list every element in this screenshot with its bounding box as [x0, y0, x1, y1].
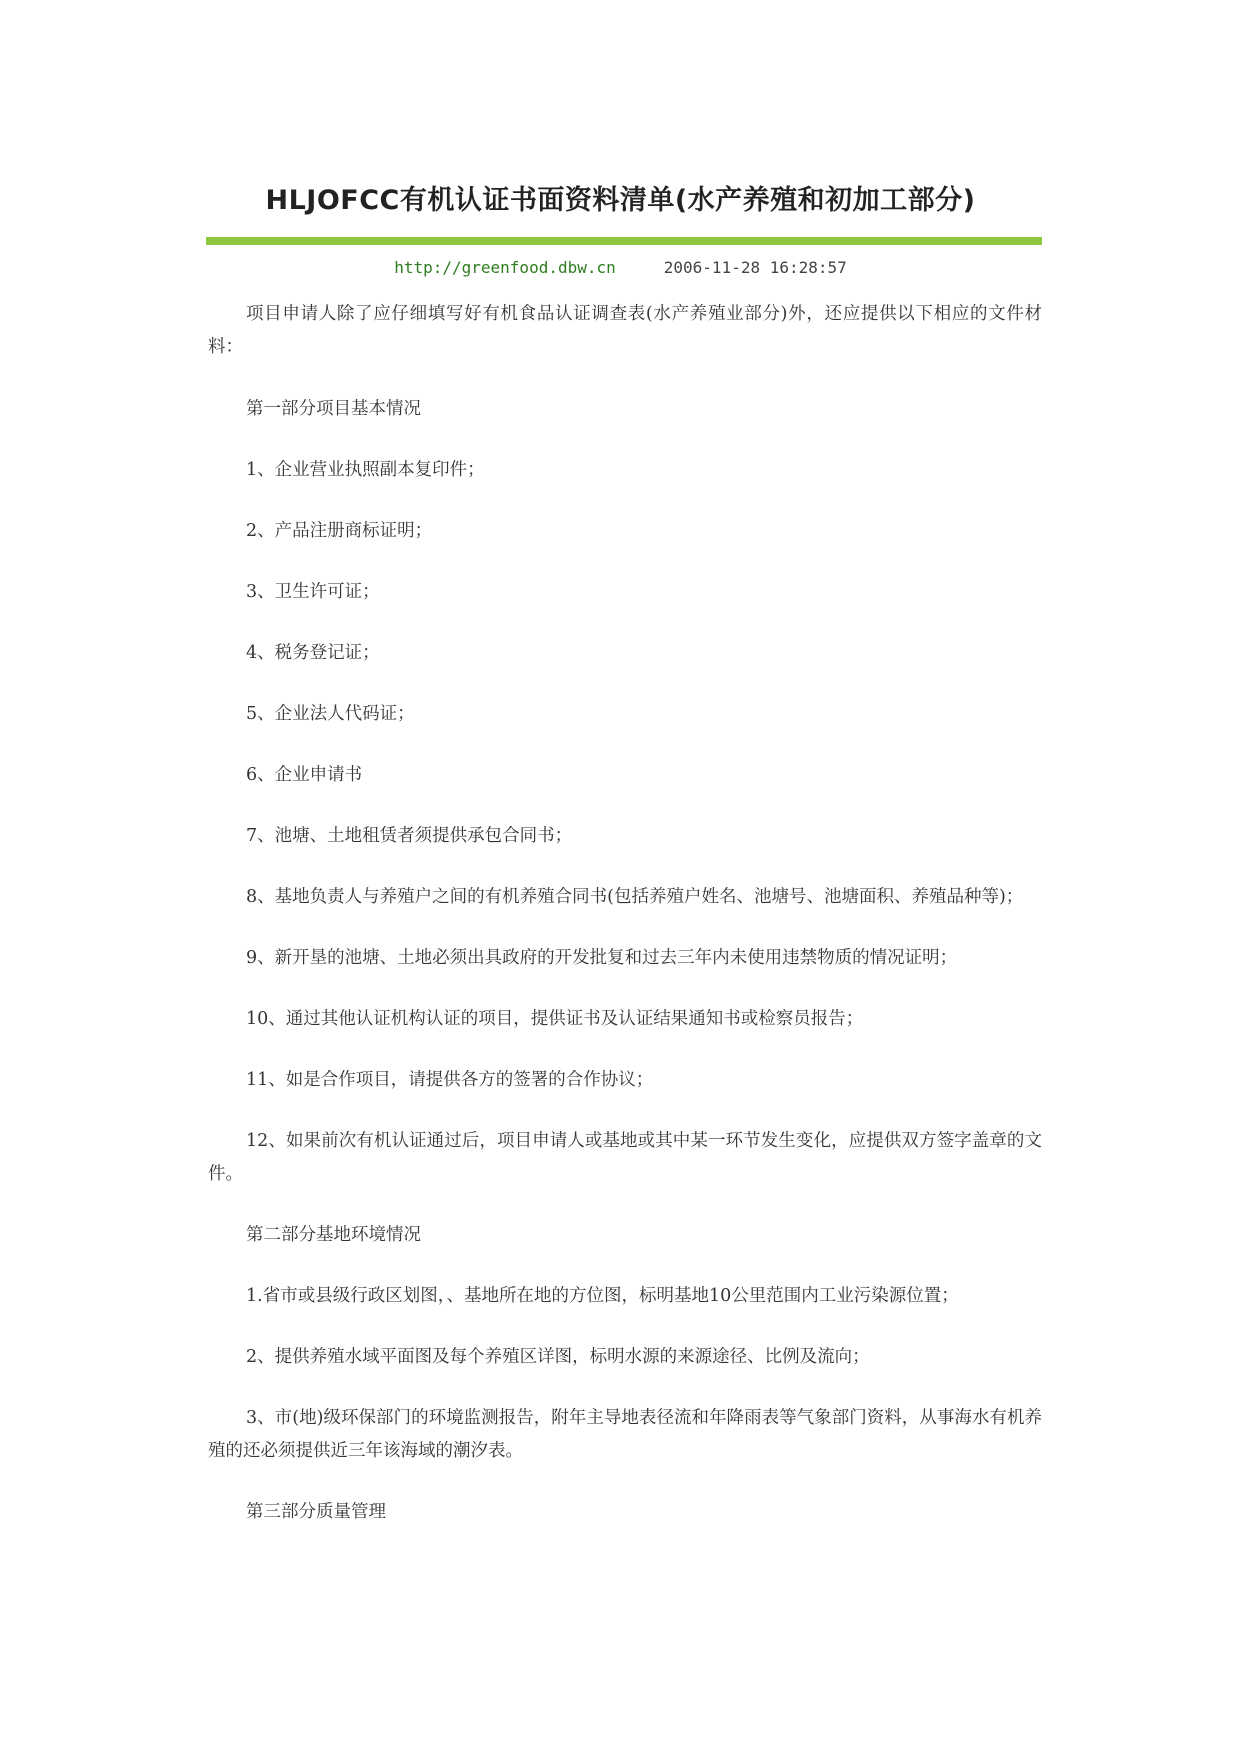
- section-heading: 第一部分项目基本情况: [246, 399, 421, 419]
- list-item: 10、通过其他认证机构认证的项目，提供证书及认证结果通知书或检察员报告；: [246, 1009, 864, 1029]
- list-item: 9、新开垦的池塘、土地必须出具政府的开发批复和过去三年内未使用违禁物质的情况证明；: [246, 948, 958, 968]
- source-link[interactable]: http://greenfood.dbw.cn: [394, 258, 616, 277]
- list-item: 2、提供养殖水域平面图及每个养殖区详图，标明水源的来源途径、比例及流向；: [246, 1347, 870, 1367]
- list-item: 3、市(地)级环保部门的环境监测报告，附年主导地表径流和年降雨表等气象部门资料，从事海水有机养殖的还必须提供近三年该海域的潮汐表。: [208, 1408, 1042, 1461]
- source-meta: [0, 258, 1241, 277]
- publish-date: 2006-11-28 16:28:57: [663, 258, 847, 277]
- section-heading: 第二部分基地环境情况: [246, 1225, 421, 1245]
- list-item: 8、基地负责人与养殖户之间的有机养殖合同书(包括养殖户姓名、池塘号、池塘面积、养殖品种等)；: [246, 887, 1024, 907]
- list-item: 5、企业法人代码证；: [246, 704, 415, 724]
- document-title: HLJOFCC有机认证书面资料清单(水产养殖和初加工部分): [265, 185, 976, 216]
- list-item: 6、企业申请书: [246, 765, 363, 785]
- intro-paragraph: 项目申请人除了应仔细填写好有机食品认证调查表(水产养殖业部分)外，还应提供以下相应的文件材料：: [208, 304, 1042, 357]
- title-divider: [206, 237, 1042, 245]
- list-item: 1、企业营业执照副本复印件；: [246, 460, 485, 480]
- list-item: 1.省市或县级行政区划图，、基地所在地的方位图，标明基地10公里范围内工业污染源位置；: [246, 1286, 959, 1306]
- list-item: 4、税务登记证；: [246, 643, 380, 663]
- list-item: 2、产品注册商标证明；: [246, 521, 433, 541]
- list-item: 3、卫生许可证；: [246, 582, 380, 602]
- list-item: 7、池塘、土地租赁者须提供承包合同书；: [246, 826, 573, 846]
- list-item: 12、如果前次有机认证通过后，项目申请人或基地或其中某一环节发生变化，应提供双方签字盖章的文件。: [208, 1131, 1042, 1184]
- list-item: 11、如是合作项目，请提供各方的签署的合作协议；: [246, 1070, 654, 1090]
- section-heading: 第三部分质量管理: [246, 1502, 386, 1522]
- article-body: [208, 298, 1042, 1557]
